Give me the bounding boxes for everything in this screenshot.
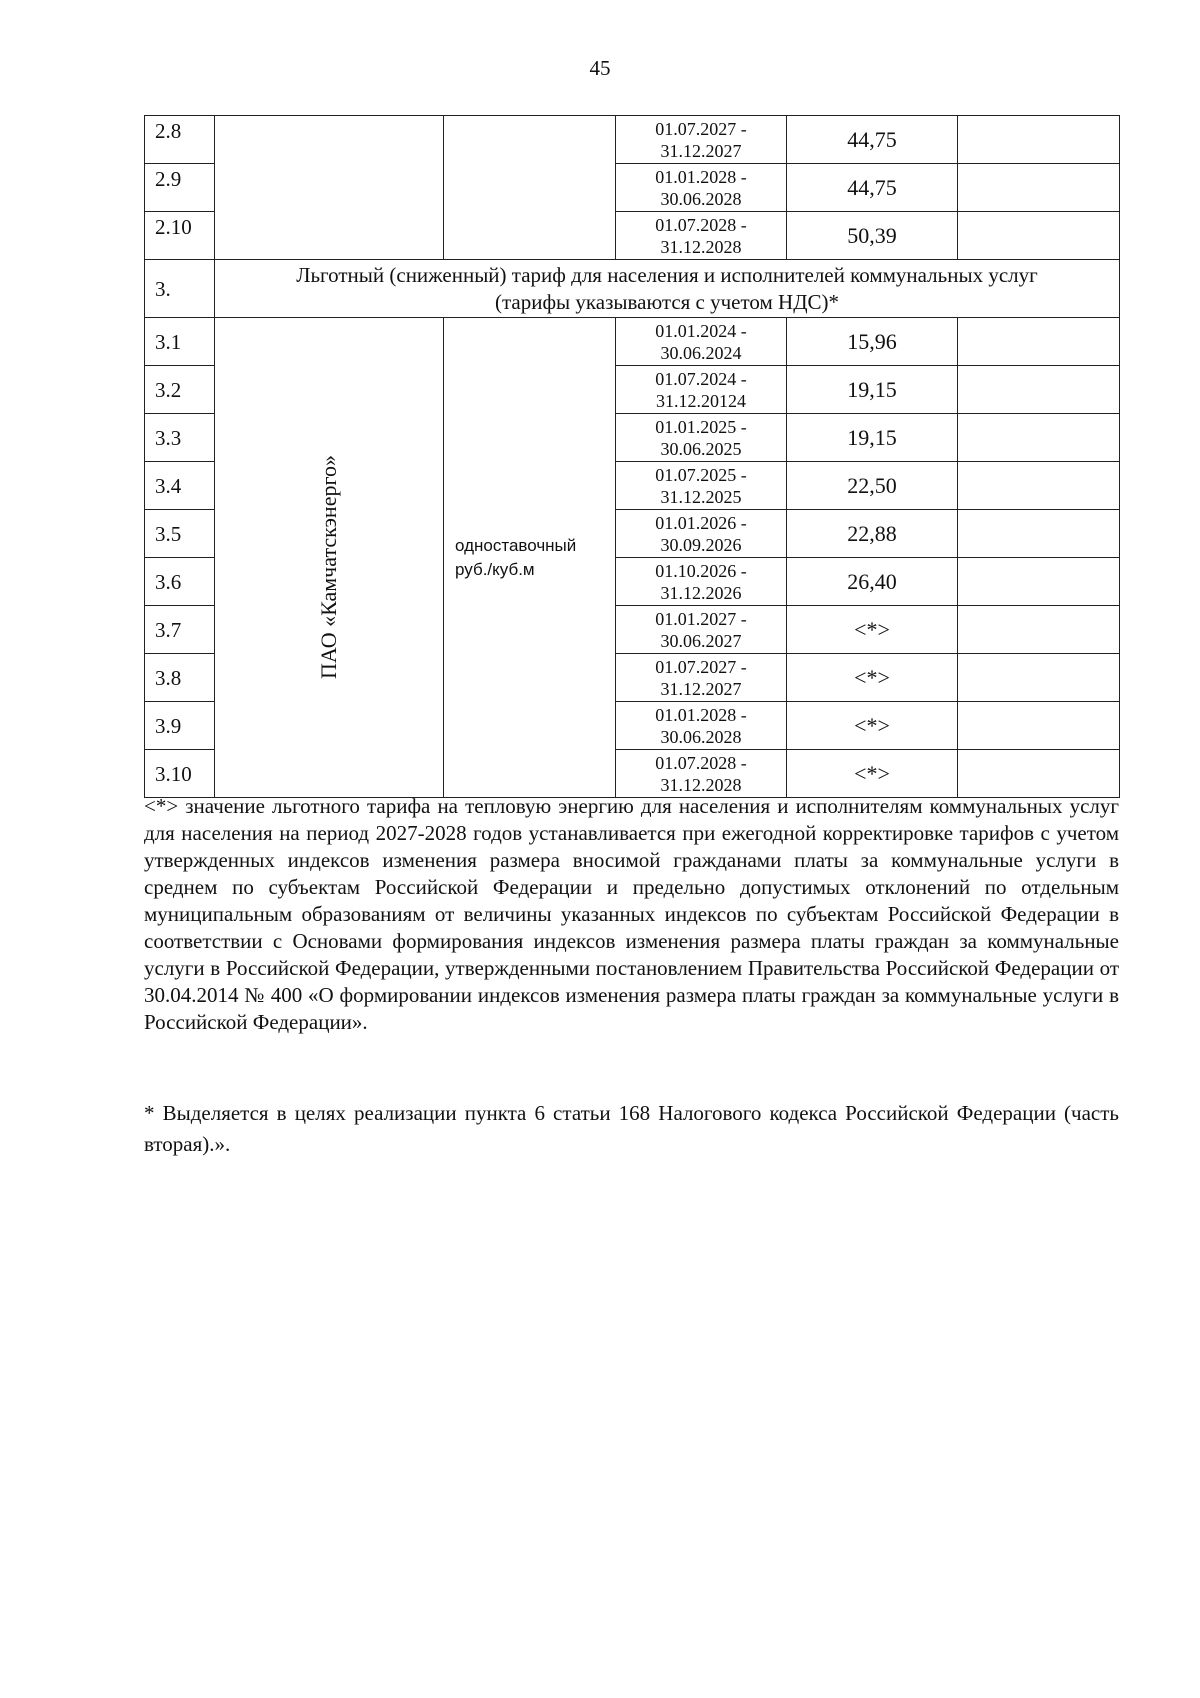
period-cell: [616, 116, 787, 164]
period-end: 30.06.2024: [660, 342, 742, 363]
row-number: 2.8: [145, 116, 215, 164]
tariff-value: 19,15: [787, 414, 958, 462]
row-number: 3.3: [145, 414, 215, 462]
row-number: 2.10: [145, 212, 215, 260]
rate-type: одноставочный: [455, 535, 577, 555]
period-start: 01.01.2026 -: [655, 512, 747, 533]
tariff-value: 22,88: [787, 510, 958, 558]
empty-cell: [958, 212, 1120, 260]
period-cell: [616, 164, 787, 212]
section-header-row: [145, 260, 1120, 318]
footnote-tariff-note: <*> значение льготного тарифа на тепловую энергию для населения и исполнителям коммунальных услуг для населения на период 2027-2028 годов устанавливается при ежегодной корректировке тарифов с учетом утвержденных индексов изменения размера вносимой гражданами платы за коммунальные услуги в среднем по субъектам Российской Федерации и предельно допустимых отклонений по отдельным муниципальным образованиям от величины указанных индексов по субъектам Российской Федерации в соответствии с Основами формирования индексов изменения размера платы граждан за коммунальные услуги в Российской Федерации, утвержденными постановлением Правительства Российской Федерации от 30.04.2014 № 400 «О формировании индексов изменения размера платы граждан за коммунальные услуги в Российской Федерации».: [144, 794, 1119, 1034]
period-cell: [616, 606, 787, 654]
period-cell: [616, 318, 787, 366]
empty-cell: [958, 462, 1120, 510]
period-end: 31.12.2027: [660, 140, 742, 161]
period-cell: [616, 558, 787, 606]
tariff-value: 22,50: [787, 462, 958, 510]
row-number: 3.4: [145, 462, 215, 510]
tariff-value: 26,40: [787, 558, 958, 606]
empty-cell: [958, 366, 1120, 414]
tariff-value: <*>: [787, 702, 958, 750]
period-end: 31.12.2025: [660, 486, 742, 507]
period-end: 31.12.2028: [660, 774, 742, 795]
org-cell-empty: [215, 116, 444, 260]
rate-unit: руб./куб.м: [455, 559, 535, 579]
period-start: 01.01.2028 -: [655, 704, 747, 725]
period-cell: [616, 212, 787, 260]
empty-cell: [958, 116, 1120, 164]
period-start: 01.01.2028 -: [655, 166, 747, 187]
rate-cell-empty: [444, 116, 616, 260]
period-start: 01.01.2024 -: [655, 320, 747, 341]
section-number: 3.: [145, 260, 215, 318]
tariff-value: <*>: [787, 750, 958, 798]
period-start: 01.07.2027 -: [655, 118, 747, 139]
period-cell: [616, 654, 787, 702]
period-end: 30.09.2026: [660, 534, 742, 555]
row-number: 3.10: [145, 750, 215, 798]
tariff-table: [144, 115, 1120, 798]
table-row: [145, 318, 1120, 366]
empty-cell: [958, 750, 1120, 798]
period-end: 30.06.2028: [660, 188, 742, 209]
section-title-line1: Льготный (сниженный) тариф для населения и исполнителей коммунальных услуг: [296, 262, 1038, 287]
row-number: 3.6: [145, 558, 215, 606]
tariff-value: 15,96: [787, 318, 958, 366]
period-start: 01.01.2027 -: [655, 608, 747, 629]
empty-cell: [958, 318, 1120, 366]
period-cell: [616, 462, 787, 510]
page-number: 45: [589, 56, 611, 80]
row-number: 3.1: [145, 318, 215, 366]
period-end: 31.12.2028: [660, 236, 742, 257]
section-title: [215, 260, 1120, 318]
period-cell: [616, 702, 787, 750]
rate-cell: [444, 318, 616, 798]
tariff-value: 44,75: [787, 116, 958, 164]
period-cell: [616, 750, 787, 798]
org-cell: [215, 318, 444, 798]
period-end: 31.12.20124: [656, 390, 746, 411]
period-end: 30.06.2025: [660, 438, 742, 459]
empty-cell: [958, 654, 1120, 702]
empty-cell: [958, 414, 1120, 462]
footnote-vat-note: * Выделяется в целях реализации пункта 6 статьи 168 Налогового кодекса Российской Федерации (часть вторая).».: [144, 1101, 1119, 1156]
row-number: 3.8: [145, 654, 215, 702]
empty-cell: [958, 164, 1120, 212]
tariff-value: <*>: [787, 654, 958, 702]
period-cell: [616, 366, 787, 414]
period-start: 01.07.2028 -: [655, 752, 747, 773]
period-end: 31.12.2027: [660, 678, 742, 699]
section-title-line2: (тарифы указываются с учетом НДС)*: [494, 289, 840, 314]
tariff-value: 44,75: [787, 164, 958, 212]
empty-cell: [958, 606, 1120, 654]
tariff-value: 50,39: [787, 212, 958, 260]
row-number: 3.7: [145, 606, 215, 654]
row-number: 3.5: [145, 510, 215, 558]
period-end: 31.12.2026: [660, 582, 742, 603]
period-start: 01.07.2025 -: [655, 464, 747, 485]
period-start: 01.07.2024 -: [655, 368, 747, 389]
row-number: 3.2: [145, 366, 215, 414]
org-name: ПАО «Камчатскэнерго»: [316, 455, 341, 680]
period-start: 01.01.2025 -: [655, 416, 747, 437]
period-start: 01.07.2027 -: [655, 656, 747, 677]
period-cell: [616, 510, 787, 558]
empty-cell: [958, 558, 1120, 606]
table-row: [145, 116, 1120, 164]
tariff-value: <*>: [787, 606, 958, 654]
period-cell: [616, 414, 787, 462]
period-end: 30.06.2027: [660, 630, 742, 651]
period-start: 01.10.2026 -: [655, 560, 747, 581]
tariff-value: 19,15: [787, 366, 958, 414]
row-number: 2.9: [145, 164, 215, 212]
row-number: 3.9: [145, 702, 215, 750]
period-end: 30.06.2028: [660, 726, 742, 747]
empty-cell: [958, 702, 1120, 750]
period-start: 01.07.2028 -: [655, 214, 747, 235]
empty-cell: [958, 510, 1120, 558]
